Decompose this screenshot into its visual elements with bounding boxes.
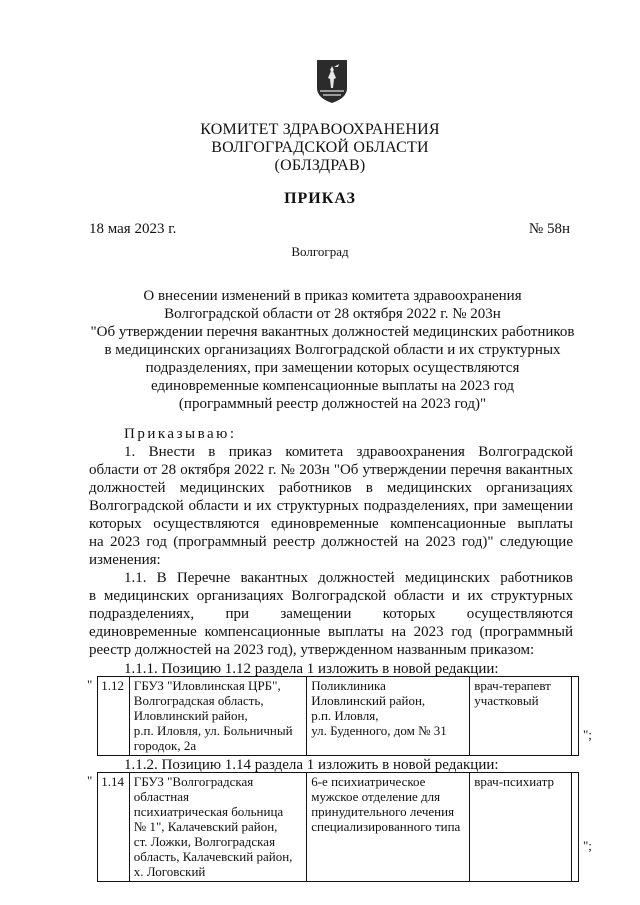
position-cell bbox=[470, 773, 572, 882]
organization-line: ГБУЗ "Иловлинская ЦРБ", bbox=[133, 678, 281, 693]
paragraph-1-1-line: единовременные компенсационные выплаты на 2023 год (программный bbox=[89, 624, 573, 640]
table-row bbox=[87, 773, 579, 882]
organization-line: городок, 2а bbox=[133, 738, 197, 753]
open-quote: " bbox=[87, 772, 93, 788]
unit-line: мужское отделение для bbox=[311, 789, 441, 804]
unit-line: р.п. Иловля, bbox=[311, 708, 379, 723]
organization-line: х. Логовский bbox=[133, 864, 206, 879]
subject-line: "Об утверждении перечня вакантных должностей медицинских работников bbox=[90, 324, 575, 340]
unit-cell bbox=[307, 677, 470, 756]
unit-line: ул. Буденного, дом № 31 bbox=[311, 723, 447, 738]
order-date: 18 мая 2023 г. bbox=[89, 221, 177, 237]
position-line: врач-терапевт bbox=[474, 678, 551, 693]
empty-cell bbox=[571, 773, 578, 882]
paragraph-1-line: на 2023 год (программный реестр должностей на 2023 год)" следующие bbox=[89, 534, 573, 550]
coat-of-arms-emblem bbox=[315, 58, 349, 104]
organization-line: ГБУЗ "Волгоградская областная bbox=[133, 774, 254, 804]
subject-line: в медицинских организациях Волгоградской области и их структурных bbox=[104, 342, 561, 358]
organization-line: Иловлинский район, bbox=[133, 708, 248, 723]
paragraph-1-1-line: 1.1. В Перечне вакантных должностей медицинских работников bbox=[124, 570, 573, 586]
order-number: № 58н bbox=[528, 221, 570, 237]
paragraph-1-1-line: в медицинских организациях Волгоградской области и их структурных bbox=[89, 588, 573, 604]
paragraph-1-line: должностей медицинских работников в медицинских организациях bbox=[89, 480, 573, 496]
organization-line: ст. Ложки, Волгоградская bbox=[133, 834, 276, 849]
unit-line: 6-е психиатрическое bbox=[311, 774, 426, 789]
position-line: врач-психиатр bbox=[474, 774, 554, 789]
position-1-12-table bbox=[87, 676, 579, 756]
subject-line: (программный реестр должностей на 2023 год)" bbox=[178, 396, 487, 412]
committee-name-line-2: ВОЛГОГРАДСКОЙ ОБЛАСТИ bbox=[211, 139, 429, 156]
unit-line: Поликлиника bbox=[311, 678, 386, 693]
position-index: 1.12 bbox=[98, 677, 130, 756]
organization-line: психиатрическая больница bbox=[133, 804, 284, 819]
paragraph-1-1-2: 1.1.2. Позицию 1.14 раздела 1 изложить в новой редакции: bbox=[124, 757, 499, 773]
unit-line: принудительного лечения bbox=[311, 804, 455, 819]
unit-line: специализированного типа bbox=[311, 819, 461, 834]
closing-quote: "; bbox=[583, 838, 592, 853]
organization-line: Волгоградская область, bbox=[133, 693, 264, 708]
organization-line: № 1", Калачевский район, bbox=[133, 819, 278, 834]
table-row bbox=[87, 677, 579, 756]
paragraph-1-1-line: реестр должностей на 2023 год), утвержденном названным приказом: bbox=[89, 642, 535, 658]
position-1-14-table bbox=[87, 772, 579, 882]
subject-line: единовременные компенсационные выплаты на 2023 год bbox=[150, 378, 515, 394]
paragraph-1-1-line: подразделениях, при замещении которых осуществляются bbox=[89, 606, 573, 622]
order-title: ПРИКАЗ bbox=[284, 190, 356, 207]
paragraph-1-1-1: 1.1.1. Позицию 1.12 раздела 1 изложить в новой редакции: bbox=[124, 661, 499, 677]
organization-line: р.п. Иловля, ул. Больничный bbox=[133, 723, 293, 738]
closing-quote: "; bbox=[583, 727, 592, 742]
subject-line: подразделениях, при замещении которых осуществляются bbox=[145, 360, 520, 376]
paragraph-1-line: которых осуществляются единовременные компенсационные выплаты bbox=[89, 516, 573, 532]
paragraph-1-line: изменения: bbox=[89, 552, 161, 568]
organization-cell bbox=[129, 677, 306, 756]
open-quote: " bbox=[87, 676, 93, 692]
order-city: Волгоград bbox=[291, 244, 349, 259]
committee-abbreviation: (ОБЛЗДРАВ) bbox=[274, 157, 366, 174]
subject-line: О внесении изменений в приказ комитета здравоохранения bbox=[143, 288, 522, 304]
paragraph-1-line: области от 28 октября 2022 г. № 203н "Об утверждении перечня вакантных bbox=[89, 462, 573, 478]
unit-line: Иловлинский район, bbox=[311, 693, 426, 708]
position-cell bbox=[470, 677, 572, 756]
unit-cell bbox=[307, 773, 470, 882]
position-line: участковый bbox=[474, 693, 539, 708]
empty-cell bbox=[571, 677, 578, 756]
paragraph-1-line: Волгоградской области и их структурных подразделениях, при замещении bbox=[89, 498, 573, 514]
subject-line: Волгоградской области от 28 октября 2022 г. № 203н bbox=[164, 306, 501, 322]
position-index: 1.14 bbox=[98, 773, 130, 882]
organization-cell bbox=[129, 773, 306, 882]
decree-word: Приказываю: bbox=[124, 426, 237, 442]
organization-line: область, Калачевский район, bbox=[133, 849, 293, 864]
committee-name-line-1: КОМИТЕТ ЗДРАВООХРАНЕНИЯ bbox=[200, 121, 440, 138]
paragraph-1-line: 1. Внести в приказ комитета здравоохранения Волгоградской bbox=[124, 444, 573, 460]
